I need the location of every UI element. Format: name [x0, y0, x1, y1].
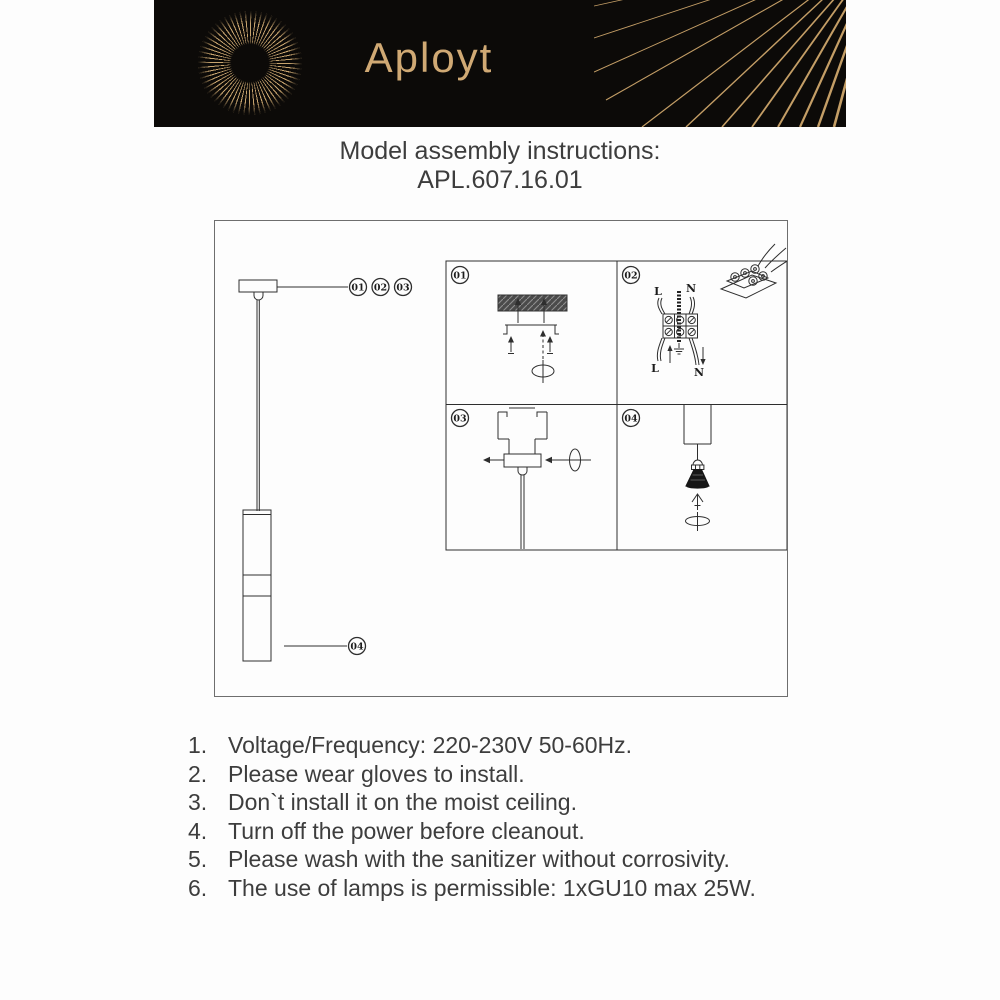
list-item	[188, 845, 848, 874]
step-panel-03	[452, 408, 592, 549]
steps-grid	[446, 244, 787, 550]
instruction-list	[188, 731, 848, 903]
brand-header	[154, 0, 846, 127]
sunburst-logo-icon	[198, 11, 302, 115]
step-panel-01	[452, 267, 568, 384]
item-text: The use of lamps is permissible: 1xGU10 max 25W.	[228, 874, 756, 901]
step-02-badge: 02	[624, 270, 638, 282]
part-label-03: 03	[396, 282, 410, 294]
item-text: Please wash with the sanitizer without corrosivity.	[228, 846, 730, 873]
part-label-04: 04	[350, 641, 364, 653]
step-03-badge: 03	[453, 413, 467, 425]
gu10-bulb	[686, 460, 709, 489]
part-label-leaders	[277, 279, 412, 655]
title-line-1: Model assembly instructions:	[339, 137, 661, 165]
sunburst-center	[198, 11, 302, 115]
wire-label-N-top: N	[685, 282, 697, 295]
item-text: Please wear gloves to install.	[228, 760, 525, 787]
item-number: 3.	[188, 789, 208, 816]
list-item	[188, 760, 848, 789]
model-number: APL.607.16.01	[417, 166, 583, 194]
item-number: 2.	[188, 760, 208, 787]
terminal-connector-illustration	[721, 244, 787, 298]
list-item	[188, 874, 848, 903]
pendant-lamp-drawing	[239, 280, 277, 661]
item-number: 1.	[188, 732, 208, 758]
brand-name: Aployt	[364, 34, 494, 81]
wire-label-N-bottom: N	[693, 366, 705, 379]
corner-rays-icon	[594, 0, 846, 127]
step-01-badge: 01	[453, 270, 467, 282]
part-label-02: 02	[373, 282, 388, 294]
list-item	[188, 817, 848, 846]
wire-label-L-top: L	[654, 285, 662, 298]
item-text: Don`t install it on the moist ceiling.	[228, 789, 577, 816]
item-number: 5.	[188, 846, 208, 873]
assembly-diagram	[214, 220, 788, 697]
item-text: Voltage/Frequency: 220-230V 50-60Hz.	[228, 732, 633, 758]
step-panel-02	[623, 244, 788, 379]
item-number: 4.	[188, 817, 208, 844]
step-panel-04	[623, 405, 712, 531]
part-label-01: 01	[351, 282, 365, 294]
wire-label-L-bottom: L	[651, 362, 659, 375]
step-04-badge: 04	[624, 413, 638, 425]
list-item	[188, 731, 848, 760]
document-title	[0, 137, 1000, 195]
list-item	[188, 788, 848, 817]
item-text: Turn off the power before cleanout.	[228, 817, 585, 844]
item-number: 6.	[188, 874, 208, 901]
